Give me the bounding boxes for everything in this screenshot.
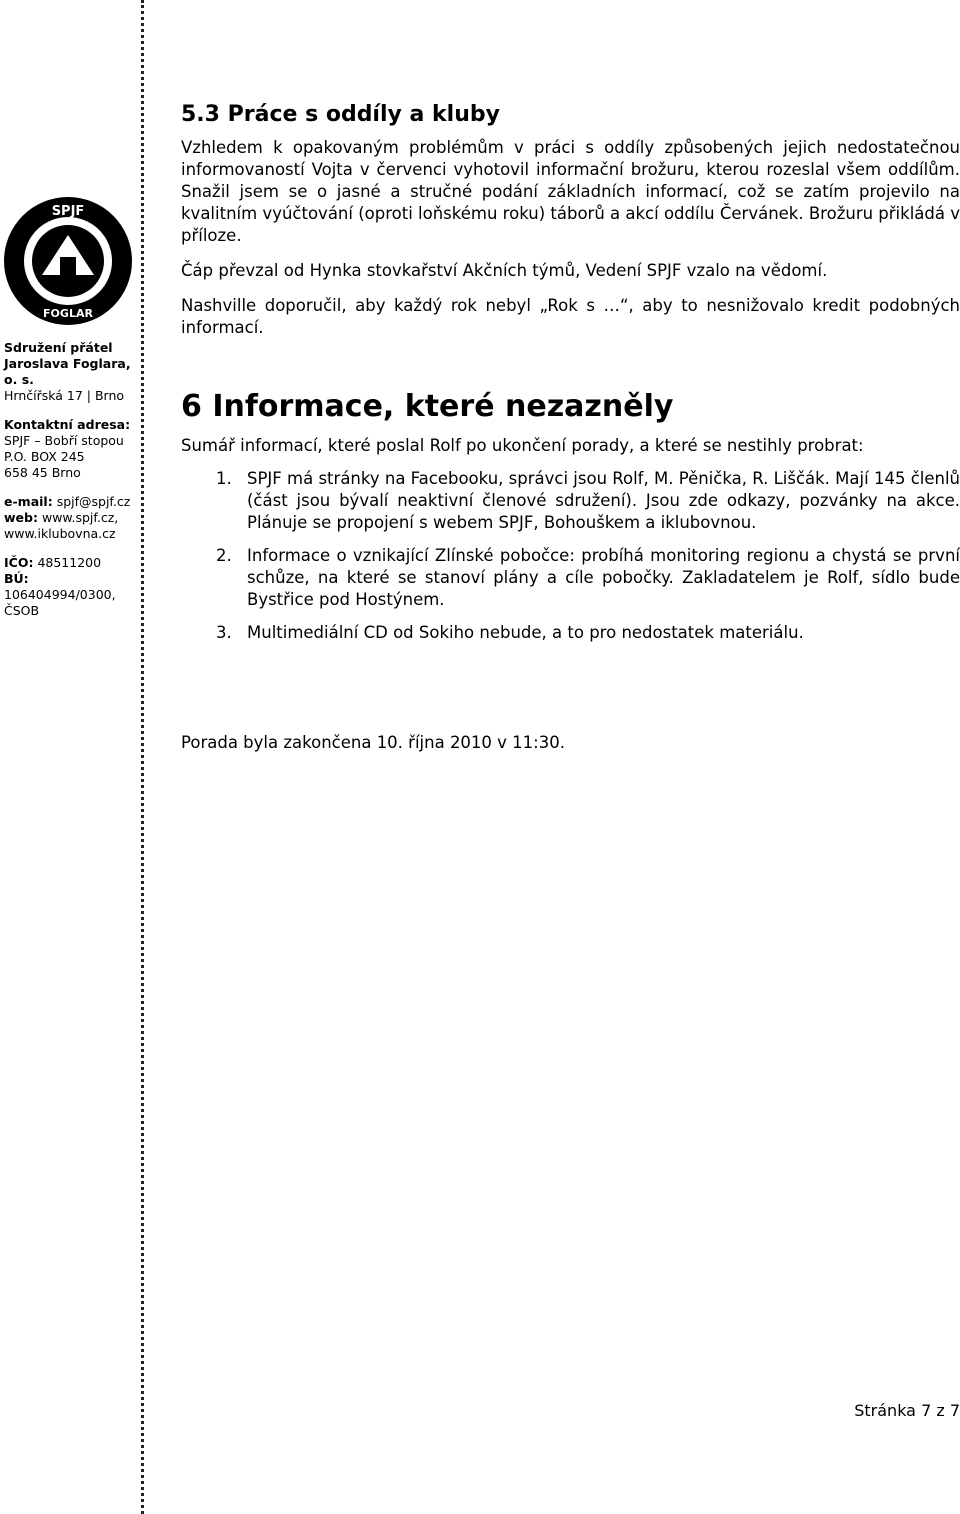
org-name-line2: Jaroslava Foglara, o. s. (4, 356, 131, 387)
info-list (181, 468, 960, 644)
svg-text:SPJF: SPJF (51, 204, 85, 219)
email-label: e-mail: (4, 494, 53, 509)
section-5-3-paragraph-2: Čáp převzal od Hynka stovkařství Akčních týmů, Vedení SPJF vzalo na vědomí. (181, 261, 828, 280)
list-item (181, 622, 960, 644)
web-link[interactable]: www.spjf.cz, (41, 510, 119, 525)
org-name-line1: Sdružení přátel (4, 340, 113, 355)
web-label: web: (4, 510, 38, 525)
list-item-text: Informace o vznikající Zlínské pobočce: probíhá monitoring regionu a chystá se první schůze, na které se stanoví plány a cíle pobočky. Zakladatelem je Rolf, sídlo bude Bystřice pod Hostýnem. (247, 546, 960, 609)
vertical-dotted-divider (141, 0, 144, 1514)
list-item-text: Multimediální CD od Sokiho nebude, a to pro nedostatek materiálu. (247, 623, 804, 642)
contact-label: Kontaktní adresa: (4, 417, 131, 432)
ico-label: IČO: (4, 555, 34, 570)
svg-text:FOGLAR: FOGLAR (43, 307, 93, 320)
section-6-intro: Sumář informací, které poslal Rolf po ukončení porady, a které se nestihly probrat: (181, 436, 864, 455)
sidebar-contact-info (4, 340, 138, 632)
list-item-number: 2. (216, 546, 232, 565)
list-item-number: 1. (216, 469, 232, 488)
ico-value: 48511200 (37, 555, 102, 570)
email-link[interactable]: spjf@spjf.cz (56, 494, 131, 509)
bu-bank: ČSOB (4, 603, 40, 618)
list-item-text: SPJF má stránky na Facebooku, správci jsou Rolf, M. Pěnička, R. Liščák. Mají 145 členlů (část jsou bývalí neaktivní členové sdružení). Jsou zde odkazy, pozvánky na akce. Plánuje se propojení s webem SPJF, Bohouškem a iklubovnou. (247, 469, 960, 532)
section-5-3-paragraph-1: Vzhledem k opakovaným problémům v práci s oddíly způsobených jejich nedostatečnou informovaností Vojta v červenci vyhotovil informační brožuru, kterou rozeslal všem oddílům. Snažil jsem se o jasné a stručné podání základních informací, což se zatím projevilo na kvalitním vyúčtování (oproti loňskému roku) táborů a akcí oddílu Červánek. Brožuru přikládá v příloze. (181, 138, 960, 245)
section-5-3-heading: 5.3 Práce s oddíly a kluby (181, 102, 500, 127)
list-item-number: 3. (216, 623, 232, 642)
contact-line1: SPJF – Bobří stopou (4, 433, 124, 448)
list-item (181, 545, 960, 611)
contact-line3: 658 45 Brno (4, 465, 81, 480)
page-number: Stránka 7 z 7 (854, 1401, 960, 1420)
contact-line2: P.O. BOX 245 (4, 449, 85, 464)
org-address: Hrnčířská 17 | Brno (4, 388, 125, 403)
web-link-2[interactable]: www.iklubovna.cz (4, 526, 116, 541)
bu-value: 106404994/0300, (4, 587, 116, 602)
closing-statement: Porada byla zakončena 10. října 2010 v 11:30. (181, 733, 565, 752)
section-5-3-paragraph-3: Nashville doporučil, aby každý rok nebyl „Rok s …“, aby to nesnižovalo kredit podobných informací. (181, 296, 960, 337)
main-content (181, 100, 960, 655)
bu-label: BÚ: (4, 571, 29, 586)
spjf-round-logo-icon (2, 195, 134, 327)
section-6-heading: 6 Informace, které nezazněly (181, 389, 674, 424)
list-item (181, 468, 960, 534)
